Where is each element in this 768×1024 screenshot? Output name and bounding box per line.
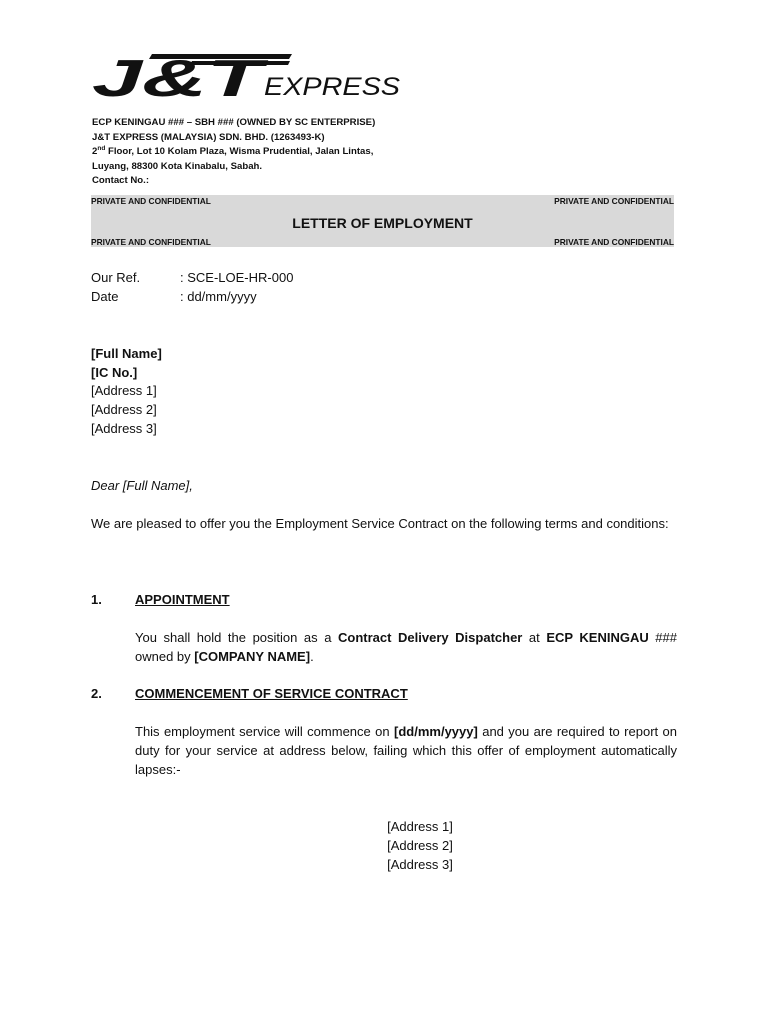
company-line-4: Luyang, 88300 Kota Kinabalu, Sabah. <box>92 160 263 172</box>
section-1-heading: APPOINTMENT <box>135 592 230 607</box>
date-label: Date <box>91 289 119 304</box>
intro-paragraph: We are pleased to offer you the Employment Service Contract on the following terms and conditions: <box>91 516 669 531</box>
duty-address-2: [Address 2] <box>387 838 453 853</box>
company-line-1: ECP KENINGAU ### – SBH ### (OWNED BY SC ENTERPRISE) <box>92 117 376 128</box>
confidential-label: PRIVATE AND CONFIDENTIAL <box>554 196 674 206</box>
position-title: Contract Delivery Dispatcher <box>338 630 523 645</box>
company-header <box>92 116 492 189</box>
svg-text:J&T: J&T <box>92 50 270 102</box>
recipient-address-2: [Address 2] <box>91 402 157 417</box>
company-line-5: Contact No.: <box>92 175 150 186</box>
recipient-address-1: [Address 1] <box>91 383 157 398</box>
section-2-number: 2. <box>91 686 102 701</box>
section-2-paragraph: This employment service will commence on [dd/mm/yyyy] and you are required to report on duty for your service at address below, failing which this offer of employment automatically lapses:- <box>135 724 677 777</box>
section-1-number: 1. <box>91 592 102 607</box>
duty-address-1: [Address 1] <box>387 819 453 834</box>
jt-express-logo <box>92 50 402 102</box>
salutation: Dear [Full Name], <box>91 478 193 493</box>
work-location: ECP KENINGAU <box>546 630 649 645</box>
ref-label: Our Ref. <box>91 270 141 285</box>
section-1-paragraph: You shall hold the position as a Contract Delivery Dispatcher at ECP KENINGAU ### owned by [COMPANY NAME]. <box>135 630 678 664</box>
confidential-banner <box>91 195 674 247</box>
duty-address-3: [Address 3] <box>387 857 453 872</box>
confidential-label: PRIVATE AND CONFIDENTIAL <box>554 237 674 247</box>
letter-title: LETTER OF EMPLOYMENT <box>292 215 473 231</box>
company-name: [COMPANY NAME] <box>194 649 311 664</box>
ref-value: : SCE-LOE-HR-000 <box>180 270 294 285</box>
recipient-ic: [IC No.] <box>91 365 138 380</box>
section-2-heading: COMMENCEMENT OF SERVICE CONTRACT <box>135 686 408 701</box>
recipient-name: [Full Name] <box>91 346 162 361</box>
svg-text:EXPRESS: EXPRESS <box>264 73 401 101</box>
recipient-address-3: [Address 3] <box>91 421 157 436</box>
company-line-2: J&T EXPRESS (MALAYSIA) SDN. BHD. (1263493-K) <box>92 131 325 143</box>
confidential-label: PRIVATE AND CONFIDENTIAL <box>91 237 211 247</box>
confidential-label: PRIVATE AND CONFIDENTIAL <box>91 196 211 206</box>
commencement-date: [dd/mm/yyyy] <box>394 724 478 739</box>
company-line-3: 2nd Floor, Lot 10 Kolam Plaza, Wisma Prudential, Jalan Lintas, <box>92 144 374 157</box>
date-value: : dd/mm/yyyy <box>180 289 257 304</box>
